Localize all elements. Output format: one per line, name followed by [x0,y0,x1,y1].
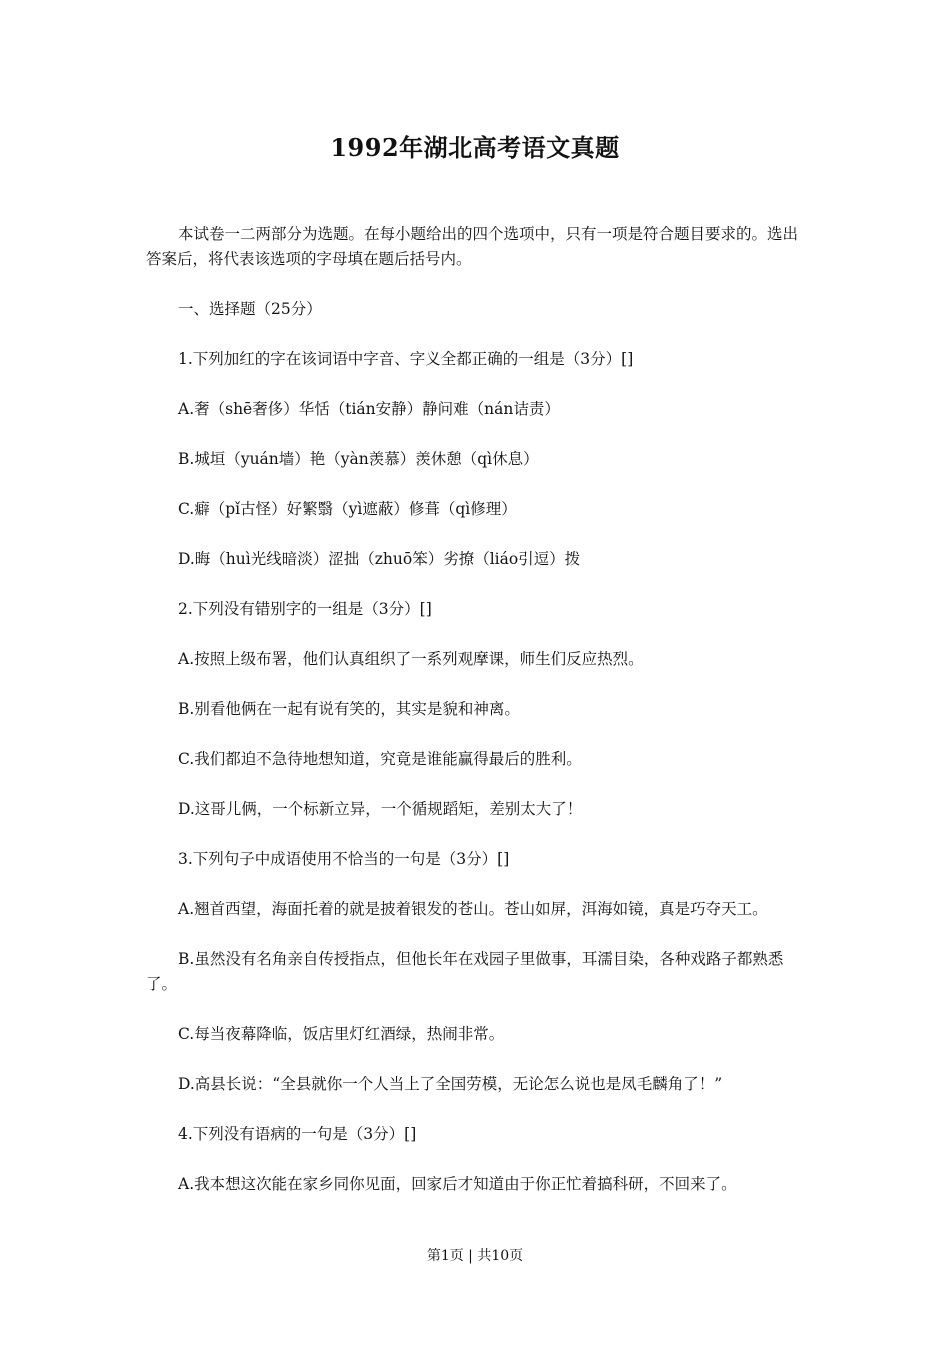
question-2-stem: 2.下列没有错别字的一组是（3分）[] [178,600,432,618]
page-footer: 第1页 | 共10页 [426,1248,524,1264]
question-4-stem: 4.下列没有语病的一句是（3分）[] [178,1125,417,1143]
document-title: 1992年湖北高考语文真题 [330,133,620,162]
question-3-option-d: D.高县长说：“全县就你一个人当上了全国劳模，无论怎么说也是凤毛麟角了！” [178,1075,723,1093]
question-2-option-b: B.别看他俩在一起有说有笑的，其实是貌和神离。 [178,700,520,718]
question-3-option-a: A.翘首西望，海面托着的就是披着银发的苍山。苍山如屏，洱海如镜，真是巧夺天工。 [178,900,768,918]
question-3-option-b: B.虽然没有名角亲自传授指点，但他长年在戏园子里做事，耳濡目染，各种戏路子都熟悉了。 [146,950,784,993]
question-2-option-c: C.我们都迫不急待地想知道，究竟是谁能赢得最后的胜利。 [178,750,582,768]
question-1-option-d: D.晦（huì光线暗淡）涩拙（zhuō笨）劣撩（liáo引逗）拨 [178,550,581,568]
question-1-option-c: C.癖（pǐ古怪）好繁翳（yì遮蔽）修葺（qì修理） [178,500,517,518]
question-3-stem: 3.下列句子中成语使用不恰当的一句是（3分）[] [178,850,510,868]
question-2-option-d: D.这哥儿俩，一个标新立异，一个循规蹈矩，差别太大了！ [178,800,583,818]
question-1-stem: 1.下列加红的字在该词语中字音、字义全都正确的一组是（3分）[] [178,350,634,368]
section-heading: 一、选择题（25分） [178,300,322,318]
question-2-option-a: A.按照上级布署，他们认真组织了一系列观摩课，师生们反应热烈。 [178,650,644,668]
intro-paragraph: 本试卷一二两部分为选题。在每小题给出的四个选项中，只有一项是符合题目要求的。选出答案后，将代表该选项的字母填在题后括号内。 [146,225,799,268]
question-4-option-a: A.我本想这次能在家乡同你见面，回家后才知道由于你正忙着搞科研，不回来了。 [178,1175,737,1193]
question-3-option-c: C.每当夜幕降临，饭店里灯红酒绿，热闹非常。 [178,1025,505,1043]
question-1-option-b: B.城垣（yuán墙）艳（yàn羡慕）羡休憩（qì休息） [178,450,539,468]
question-1-option-a: A.奢（shē奢侈）华恬（tián安静）静问难（nán诘责） [178,400,560,418]
